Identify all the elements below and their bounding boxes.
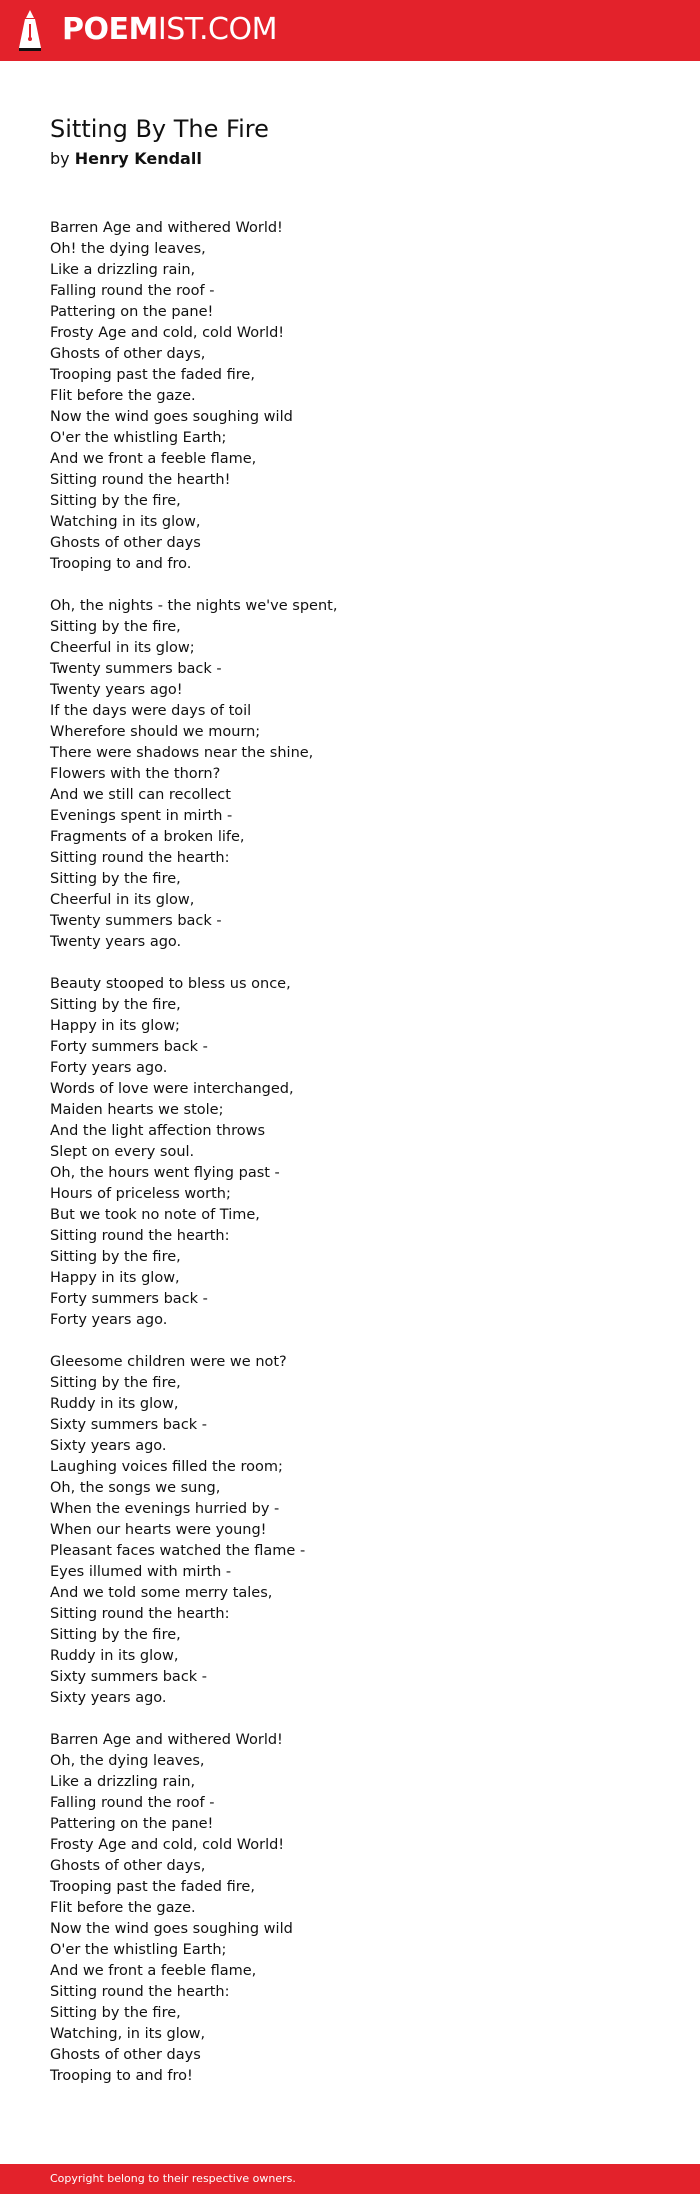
poem-line: Forty years ago. bbox=[50, 1312, 168, 1328]
poem-line: Twenty summers back - bbox=[50, 661, 222, 677]
poem-line: Frosty Age and cold, cold World! bbox=[50, 1837, 285, 1853]
author-name[interactable]: Henry Kendall bbox=[74, 149, 202, 168]
poem-line: Watching in its glow, bbox=[50, 514, 201, 530]
poem-line: Slept on every soul. bbox=[50, 1144, 195, 1160]
poem-line: Sitting by the fire, bbox=[50, 619, 181, 635]
poem-line: O'er the whistling Earth; bbox=[50, 1942, 227, 1958]
poem-line: Sixty years ago. bbox=[50, 1690, 167, 1706]
poem-stanza bbox=[50, 974, 650, 1331]
poem-stanza bbox=[50, 596, 650, 953]
poem-body bbox=[50, 218, 650, 2108]
poem-line: Happy in its glow; bbox=[50, 1018, 180, 1034]
poem-line: Ghosts of other days, bbox=[50, 1858, 206, 1874]
poem-line: Pleasant faces watched the flame - bbox=[50, 1543, 306, 1559]
poem-line: Laughing voices filled the room; bbox=[50, 1459, 283, 1475]
poem-line: Sixty summers back - bbox=[50, 1669, 208, 1685]
poem-stanza bbox=[50, 1352, 650, 1709]
pen-nib-icon bbox=[16, 8, 44, 52]
poem-line: Sitting by the fire, bbox=[50, 997, 181, 1013]
poem-line: And we told some merry tales, bbox=[50, 1585, 273, 1601]
poem-line: Flit before the gaze. bbox=[50, 1900, 196, 1916]
poem-line: Sitting by the fire, bbox=[50, 1249, 181, 1265]
poem-line: Gleesome children were we not? bbox=[50, 1354, 287, 1370]
poem-line: Sitting by the fire, bbox=[50, 1627, 181, 1643]
logo-wordmark bbox=[62, 8, 277, 52]
copyright-text: Copyright belong to their respective owners. bbox=[50, 2172, 296, 2185]
poem-line: Wherefore should we mourn; bbox=[50, 724, 261, 740]
poem-line: Trooping to and fro! bbox=[50, 2068, 193, 2084]
poem-line: O'er the whistling Earth; bbox=[50, 430, 227, 446]
poem-line: Hours of priceless worth; bbox=[50, 1186, 231, 1202]
poem-line: Sitting round the hearth: bbox=[50, 850, 230, 866]
poem-line: And we still can recollect bbox=[50, 787, 231, 803]
poem-line: Ghosts of other days bbox=[50, 2047, 201, 2063]
site-header bbox=[0, 0, 700, 61]
poem-line: Twenty years ago! bbox=[50, 682, 183, 698]
poem-line: When our hearts were young! bbox=[50, 1522, 267, 1538]
poem-line: Pattering on the pane! bbox=[50, 1816, 214, 1832]
poem-line: Trooping to and fro. bbox=[50, 556, 192, 572]
poem-line: Oh! the dying leaves, bbox=[50, 241, 206, 257]
poem-line: Evenings spent in mirth - bbox=[50, 808, 233, 824]
poem-line: Trooping past the faded fire, bbox=[50, 367, 255, 383]
poem-line: Now the wind goes soughing wild bbox=[50, 409, 293, 425]
poem-line: Sitting round the hearth: bbox=[50, 1606, 230, 1622]
poem-line: Falling round the roof - bbox=[50, 1795, 215, 1811]
poem-line: Ruddy in its glow, bbox=[50, 1648, 179, 1664]
poem-line: Words of love were interchanged, bbox=[50, 1081, 294, 1097]
logo-text-light: IST.COM bbox=[157, 12, 277, 47]
logo-text-bold: POEM bbox=[62, 12, 158, 47]
poem-line: Sitting by the fire, bbox=[50, 2005, 181, 2021]
poem-line: Eyes illumed with mirth - bbox=[50, 1564, 232, 1580]
poem-line: Sitting round the hearth: bbox=[50, 1984, 230, 2000]
byline bbox=[50, 148, 650, 170]
poem-line: Sitting round the hearth! bbox=[50, 472, 231, 488]
poem-line: Sitting by the fire, bbox=[50, 1375, 181, 1391]
poem-line: Falling round the roof - bbox=[50, 283, 215, 299]
poem-line: Oh, the songs we sung, bbox=[50, 1480, 221, 1496]
poem-line: Beauty stooped to bless us once, bbox=[50, 976, 291, 992]
poem-line: Now the wind goes soughing wild bbox=[50, 1921, 293, 1937]
poem-line: Ruddy in its glow, bbox=[50, 1396, 179, 1412]
poem-line: Sitting round the hearth: bbox=[50, 1228, 230, 1244]
poem-line: Oh, the dying leaves, bbox=[50, 1753, 205, 1769]
poem-line: Cheerful in its glow, bbox=[50, 892, 195, 908]
poem-line: Cheerful in its glow; bbox=[50, 640, 195, 656]
poem-line: And we front a feeble flame, bbox=[50, 1963, 257, 1979]
poem-line: Frosty Age and cold, cold World! bbox=[50, 325, 285, 341]
poem-line: Watching, in its glow, bbox=[50, 2026, 206, 2042]
poem-line: Ghosts of other days bbox=[50, 535, 201, 551]
poem-line: Twenty summers back - bbox=[50, 913, 222, 929]
poem-line: Flowers with the thorn? bbox=[50, 766, 221, 782]
poem-line: Flit before the gaze. bbox=[50, 388, 196, 404]
poem-line: There were shadows near the shine, bbox=[50, 745, 314, 761]
poem-line: Oh, the nights - the nights we've spent, bbox=[50, 598, 338, 614]
poem-line: If the days were days of toil bbox=[50, 703, 252, 719]
poem-heading bbox=[50, 113, 650, 170]
poem-line: And the light affection throws bbox=[50, 1123, 266, 1139]
poem-line: Forty years ago. bbox=[50, 1060, 168, 1076]
poem-line: Oh, the hours went flying past - bbox=[50, 1165, 280, 1181]
poem-line: Like a drizzling rain, bbox=[50, 262, 196, 278]
poem-stanza bbox=[50, 218, 650, 575]
poem-line: Forty summers back - bbox=[50, 1039, 208, 1055]
by-label: by bbox=[50, 149, 70, 168]
poem-line: Happy in its glow, bbox=[50, 1270, 180, 1286]
site-logo[interactable] bbox=[16, 8, 277, 52]
poem-line: When the evenings hurried by - bbox=[50, 1501, 280, 1517]
poem-line: Barren Age and withered World! bbox=[50, 220, 283, 236]
poem-line: Sixty years ago. bbox=[50, 1438, 167, 1454]
poem-stanza bbox=[50, 1730, 650, 2087]
poem-line: Like a drizzling rain, bbox=[50, 1774, 196, 1790]
poem-line: And we front a feeble flame, bbox=[50, 451, 257, 467]
poem-line: Sitting by the fire, bbox=[50, 871, 181, 887]
poem-line: Ghosts of other days, bbox=[50, 346, 206, 362]
poem-line: Fragments of a broken life, bbox=[50, 829, 245, 845]
poem-line: Maiden hearts we stole; bbox=[50, 1102, 224, 1118]
poem-line: Trooping past the faded fire, bbox=[50, 1879, 255, 1895]
site-footer bbox=[0, 2164, 700, 2194]
poem-title: Sitting By The Fire bbox=[50, 115, 269, 143]
poem-line: But we took no note of Time, bbox=[50, 1207, 260, 1223]
poem-line: Pattering on the pane! bbox=[50, 304, 214, 320]
poem-line: Sixty summers back - bbox=[50, 1417, 208, 1433]
poem-line: Forty summers back - bbox=[50, 1291, 208, 1307]
poem-line: Twenty years ago. bbox=[50, 934, 182, 950]
poem-line: Barren Age and withered World! bbox=[50, 1732, 283, 1748]
poem-line: Sitting by the fire, bbox=[50, 493, 181, 509]
